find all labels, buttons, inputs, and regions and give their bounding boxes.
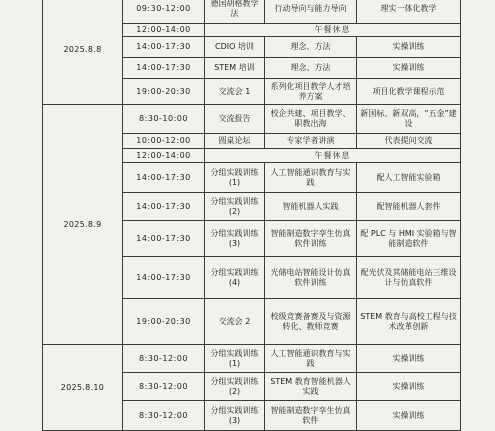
date-cell: 2025.8.8 bbox=[43, 0, 123, 105]
time-cell: 10:00-12:00 bbox=[123, 134, 205, 149]
form-cell: 实操训练 bbox=[357, 37, 461, 58]
content-cell: 智能制造数字孪生仿真软件 bbox=[265, 401, 357, 431]
form-cell: 实操训练 bbox=[357, 373, 461, 401]
content-cell: 人工智能通识教育与实践 bbox=[265, 345, 357, 373]
form-cell: 代表提问交流 bbox=[357, 134, 461, 149]
content-cell: 系列化项目教学人才培养方案 bbox=[265, 79, 357, 105]
date-cell: 2025.8.9 bbox=[43, 105, 123, 345]
time-cell: 12:00-14:00 bbox=[123, 24, 205, 37]
time-cell: 09:30-12:00 bbox=[123, 0, 205, 24]
table-row bbox=[43, 345, 461, 373]
content-cell: 智能制造数字孪生仿真软件训练 bbox=[265, 221, 357, 257]
form-cell: 实操训练 bbox=[357, 58, 461, 79]
content-cell: STEM 教育智能机器人实践 bbox=[265, 373, 357, 401]
time-cell: 19:00-20:30 bbox=[123, 299, 205, 345]
content-cell: 理念、方法 bbox=[265, 58, 357, 79]
time-cell: 8:30-12:00 bbox=[123, 373, 205, 401]
type-cell: 交流会 1 bbox=[205, 79, 265, 105]
content-cell: 专家学者讲演 bbox=[265, 134, 357, 149]
form-cell: 配人工智能实验箱 bbox=[357, 163, 461, 193]
type-cell: 分组实践训练(2) bbox=[205, 373, 265, 401]
time-cell: 19:00-20:30 bbox=[123, 79, 205, 105]
form-cell: STEM 教育与高校工程与技术改革创新 bbox=[357, 299, 461, 345]
type-cell: 分组实践训练(1) bbox=[205, 163, 265, 193]
content-cell: 校企共建、项目教学、职教出海 bbox=[265, 105, 357, 134]
lunch-break-cell: 午餐休息 bbox=[205, 24, 461, 37]
date-cell: 2025.8.10 bbox=[43, 345, 123, 431]
time-cell: 12:00-14:00 bbox=[123, 149, 205, 163]
type-cell: CDIO 培训 bbox=[205, 37, 265, 58]
content-cell: 理念、方法 bbox=[265, 37, 357, 58]
form-cell: 理实一体化教学 bbox=[357, 0, 461, 24]
type-cell: 圆桌论坛 bbox=[205, 134, 265, 149]
time-cell: 8:30-12:00 bbox=[123, 401, 205, 431]
table-row bbox=[43, 0, 461, 24]
type-cell: 交流报告 bbox=[205, 105, 265, 134]
form-cell: 项目化教学课程示范 bbox=[357, 79, 461, 105]
table-row bbox=[43, 105, 461, 134]
form-cell: 配 PLC 与 HMI 实验箱与智能制造软件 bbox=[357, 221, 461, 257]
time-cell: 14:00-17:30 bbox=[123, 193, 205, 221]
content-cell: 人工智能通识教育与实践 bbox=[265, 163, 357, 193]
content-cell: 光储电站智能设计仿真软件训练 bbox=[265, 257, 357, 299]
time-cell: 14:00-17:30 bbox=[123, 221, 205, 257]
time-cell: 8:30-12:00 bbox=[123, 345, 205, 373]
form-cell: 配智能机器人套件 bbox=[357, 193, 461, 221]
time-cell: 14:00-17:30 bbox=[123, 37, 205, 58]
form-cell: 实操训练 bbox=[357, 345, 461, 373]
type-cell: 分组实践训练(1) bbox=[205, 345, 265, 373]
lunch-break-cell: 午餐休息 bbox=[205, 149, 461, 163]
type-cell: 交流会 2 bbox=[205, 299, 265, 345]
type-cell: 分组实践训练(4) bbox=[205, 257, 265, 299]
type-cell: 分组实践训练(2) bbox=[205, 193, 265, 221]
type-cell: 分组实践训练(3) bbox=[205, 401, 265, 431]
content-cell: 行动导向与能力导向 bbox=[265, 0, 357, 24]
form-cell: 新国标、新双高，“五金”建设 bbox=[357, 105, 461, 134]
type-cell: 德国胡格教学法 bbox=[205, 0, 265, 24]
time-cell: 14:00-17:30 bbox=[123, 58, 205, 79]
content-cell: 校级竞赛备赛及与资源转化、教师竞赛 bbox=[265, 299, 357, 345]
time-cell: 14:00-17:30 bbox=[123, 163, 205, 193]
form-cell: 配光伏及其储能电站三维设计与仿真软件 bbox=[357, 257, 461, 299]
form-cell: 实操训练 bbox=[357, 401, 461, 431]
type-cell: 分组实践训练(3) bbox=[205, 221, 265, 257]
type-cell: STEM 培训 bbox=[205, 58, 265, 79]
content-cell: 智能机器人实践 bbox=[265, 193, 357, 221]
time-cell: 14:00-17:30 bbox=[123, 257, 205, 299]
time-cell: 8:30-10:00 bbox=[123, 105, 205, 134]
schedule-table bbox=[42, 0, 461, 431]
